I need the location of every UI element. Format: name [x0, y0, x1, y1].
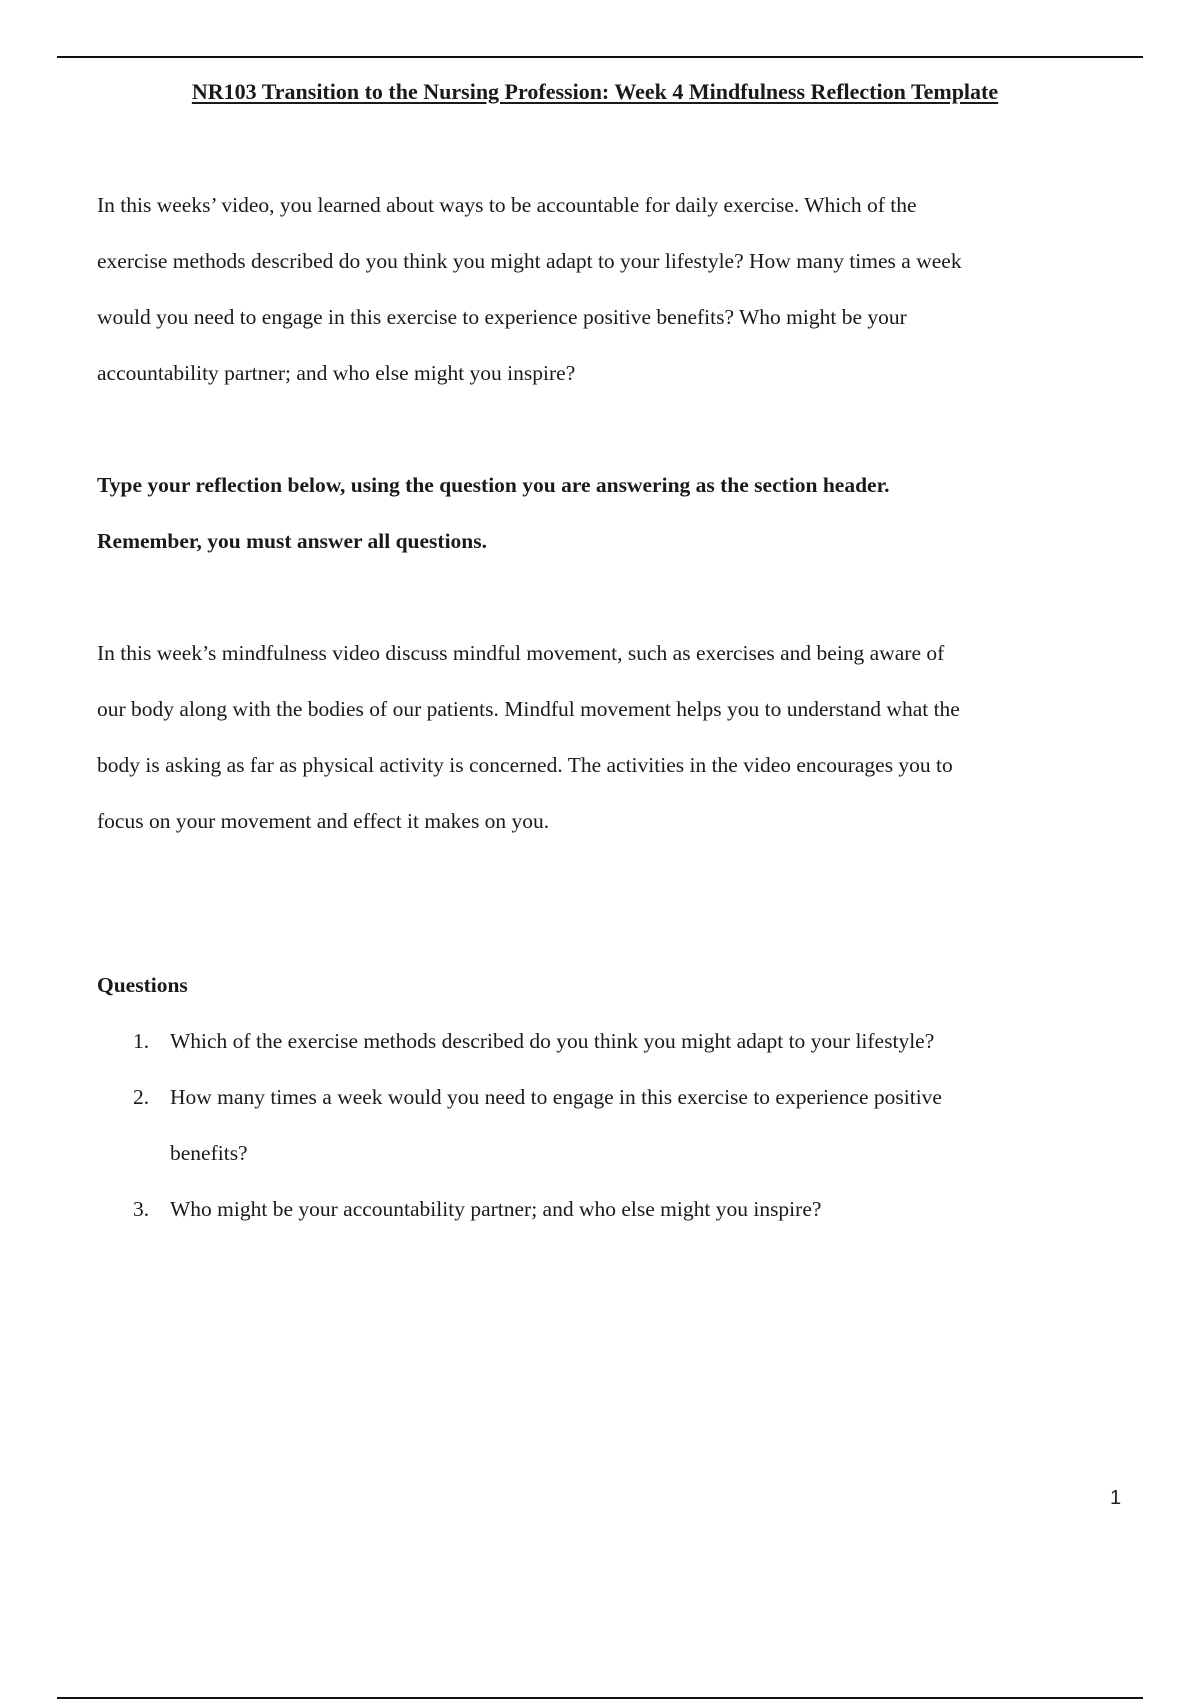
reflection-line: body is asking as far as physical activity is concerned. The activities in the video encourages you to — [97, 753, 953, 777]
question-text: Which of the exercise methods described do you think you might adapt to your lifestyle? — [170, 1029, 935, 1053]
question-number: 1. — [133, 1029, 150, 1053]
intro-line: In this weeks’ video, you learned about ways to be accountable for daily exercise. Which of the — [97, 193, 917, 217]
intro-paragraph — [97, 177, 1097, 401]
document-title: NR103 Transition to the Nursing Profession: Week 4 Mindfulness Reflection Template — [191, 79, 999, 104]
reflection-line: In this week’s mindfulness video discuss mindful movement, such as exercises and being aware of — [97, 641, 945, 665]
instruction-line: Type your reflection below, using the question you are answering as the section header. — [97, 473, 890, 497]
bottom-rule — [57, 1697, 1143, 1699]
page-number: 1 — [1110, 1487, 1122, 1509]
question-item — [97, 1013, 1097, 1069]
question-text: Who might be your accountability partner; and who else might you inspire? — [170, 1197, 822, 1221]
question-text: How many times a week would you need to engage in this exercise to experience positive — [170, 1085, 942, 1109]
reflection-paragraph — [97, 625, 1097, 849]
question-text: benefits? — [170, 1141, 248, 1165]
reflection-line: focus on your movement and effect it makes on you. — [97, 809, 550, 833]
question-number: 2. — [133, 1085, 150, 1109]
questions-list — [97, 1013, 1097, 1237]
instruction-line: Remember, you must answer all questions. — [97, 529, 488, 553]
intro-line: would you need to engage in this exercise to experience positive benefits? Who might be your — [97, 305, 907, 329]
question-number: 3. — [133, 1197, 150, 1221]
reflection-line: our body along with the bodies of our patients. Mindful movement helps you to understand what the — [97, 697, 960, 721]
top-rule — [57, 56, 1143, 58]
question-item — [97, 1181, 1097, 1237]
intro-line: accountability partner; and who else might you inspire? — [97, 361, 576, 385]
question-item — [97, 1069, 1097, 1181]
questions-heading: Questions — [97, 973, 188, 997]
instructions-paragraph — [97, 457, 1097, 569]
intro-line: exercise methods described do you think you might adapt to your lifestyle? How many times a week — [97, 249, 962, 273]
